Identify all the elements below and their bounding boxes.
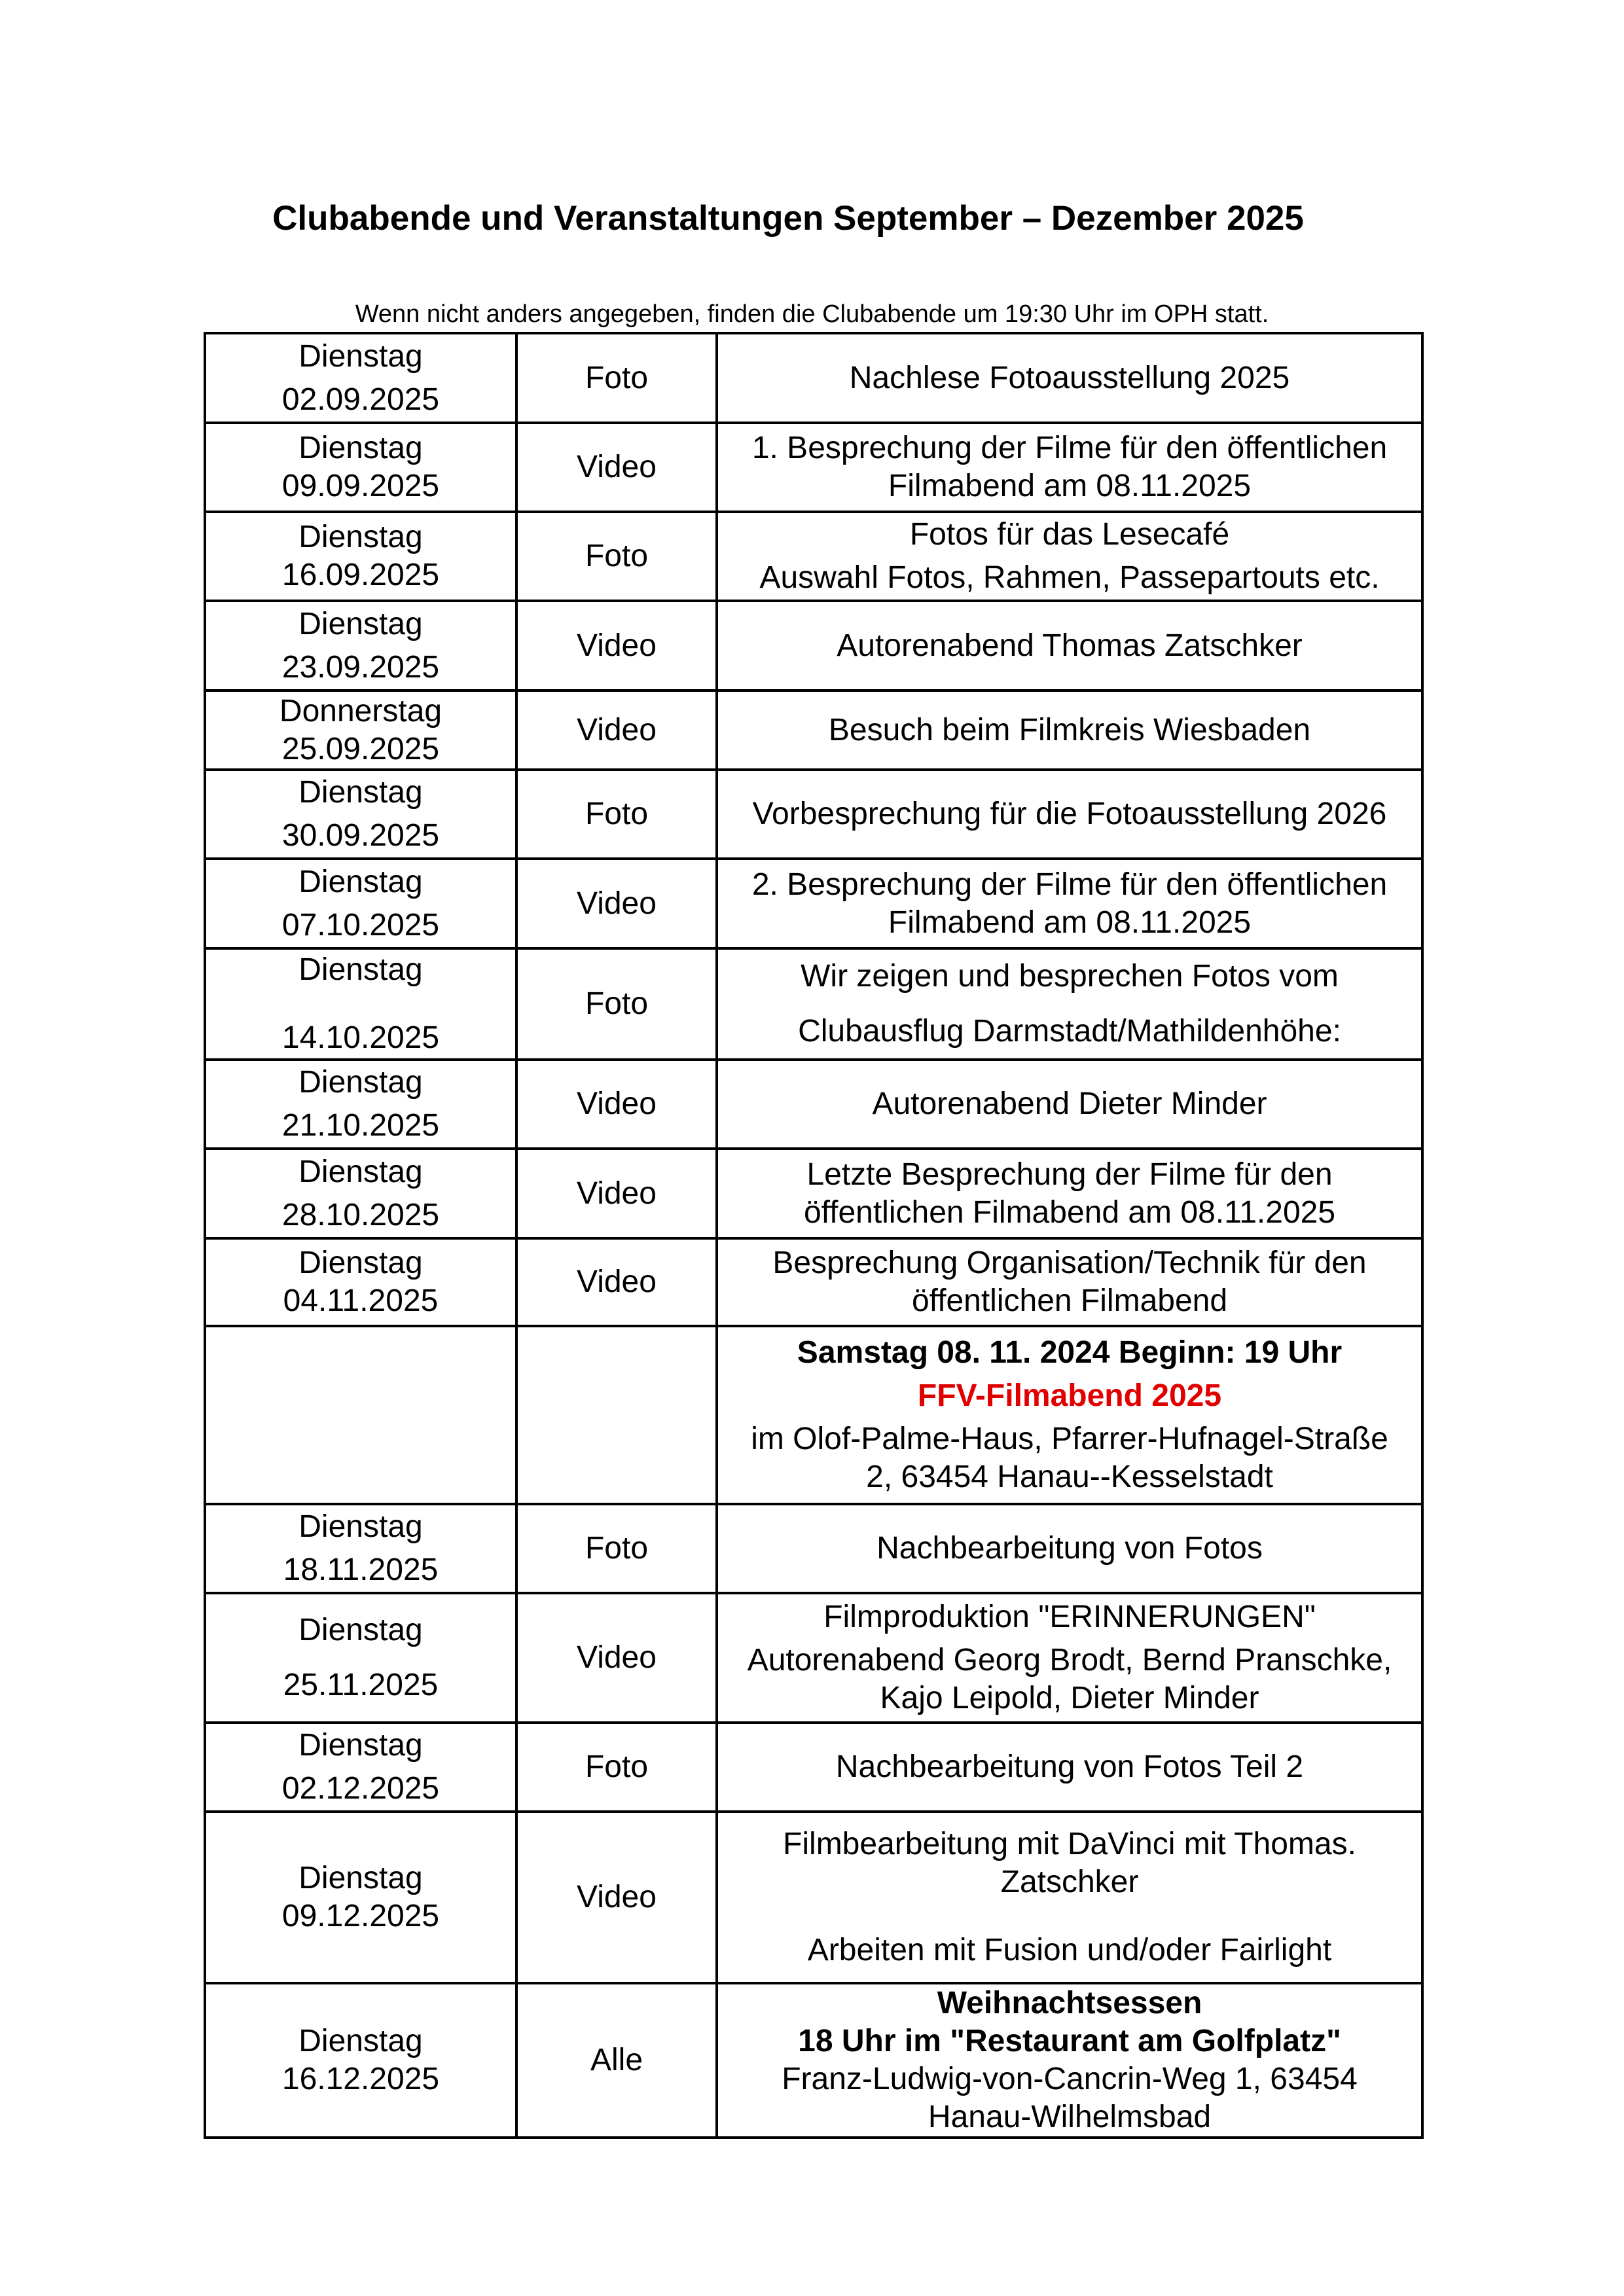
event-category: Video: [577, 1880, 657, 1914]
event-type-cell: [516, 1504, 717, 1593]
event-weekday: Dienstag: [298, 338, 423, 374]
event-date-cell: [205, 1504, 516, 1593]
event-description-line: Nachlese Fotoausstellung 2025: [849, 360, 1290, 395]
event-description-line: Auswahl Fotos, Rahmen, Passepartouts etc.: [759, 560, 1380, 595]
event-date: 25.11.2025: [283, 1668, 439, 1702]
event-type-cell: [516, 1238, 717, 1326]
event-date-cell: [205, 948, 516, 1060]
event-description: [717, 1812, 1422, 1983]
event-date: 14.10.2025: [281, 1020, 440, 1055]
event-description: [717, 1504, 1422, 1593]
event-description-line: Autorenabend Georg Brodt, Bernd Pranschke,: [747, 1643, 1392, 1677]
event-description-line: Autorenabend Dieter Minder: [872, 1086, 1267, 1121]
event-date: 16.12.2025: [281, 2062, 440, 2096]
event-description: [717, 948, 1422, 1060]
event-description-line: Fotos für das Lesecafé: [909, 517, 1230, 552]
event-description-line: Autorenabend Thomas Zatschker: [837, 628, 1303, 663]
event-description: [717, 1723, 1422, 1812]
event-row[interactable]: [205, 691, 1422, 770]
event-description-line: Kajo Leipold, Dieter Minder: [880, 1681, 1259, 1715]
event-row[interactable]: [205, 423, 1422, 512]
event-description: [717, 1593, 1422, 1723]
event-description-line: Filmabend am 08.11.2025: [888, 905, 1252, 940]
event-type-cell: [516, 948, 717, 1060]
event-date-cell: [205, 1723, 516, 1812]
schedule-table: [204, 332, 1424, 2139]
event-row[interactable]: [205, 333, 1422, 423]
event-category: Foto: [585, 1531, 649, 1566]
event-date-cell: [205, 859, 516, 948]
event-row[interactable]: [205, 1504, 1422, 1593]
event-row[interactable]: [205, 1812, 1422, 1983]
event-date: 18.11.2025: [283, 1552, 439, 1587]
event-description-line: Besprechung Organisation/Technik für den: [772, 1246, 1367, 1280]
event-row[interactable]: [205, 1060, 1422, 1149]
event-type-cell: [516, 333, 717, 423]
event-row[interactable]: [205, 1723, 1422, 1812]
event-description: [717, 1983, 1422, 2138]
event-category: Foto: [585, 1749, 649, 1784]
event-weekday: Dienstag: [298, 864, 423, 899]
event-type-cell: [516, 691, 717, 770]
event-weekday: Dienstag: [298, 2024, 423, 2058]
event-description-line: Letzte Besprechung der Filme für den: [806, 1157, 1333, 1192]
event-headline: Samstag 08. 11. 2024 Beginn: 19 Uhr: [797, 1335, 1343, 1370]
event-weekday: Dienstag: [298, 1861, 423, 1895]
event-date: 02.09.2025: [281, 382, 440, 417]
page-title: Clubabende und Veranstaltungen September – Dezember 2025: [272, 199, 1304, 238]
event-date-cell: [205, 1593, 516, 1723]
event-row[interactable]: [205, 1238, 1422, 1326]
event-description: [717, 1238, 1422, 1326]
event-row-filmabend[interactable]: [205, 1326, 1422, 1504]
event-date: 21.10.2025: [281, 1108, 440, 1143]
event-weekday: Dienstag: [298, 952, 423, 987]
event-category: Video: [577, 1265, 657, 1299]
event-date-cell: [205, 691, 516, 770]
event-type-cell: [516, 1812, 717, 1983]
event-type-cell: [516, 512, 717, 601]
event-description: [717, 770, 1422, 859]
event-date-cell: [205, 601, 516, 691]
event-weekday: Dienstag: [298, 1065, 423, 1100]
event-date-cell: [205, 770, 516, 859]
event-description-line: Franz-Ludwig-von-Cancrin-Weg 1, 63454: [782, 2062, 1358, 2096]
event-description: [717, 1326, 1422, 1504]
event-description-line: Clubausflug Darmstadt/Mathildenhöhe:: [798, 1014, 1341, 1049]
event-description: [717, 1149, 1422, 1238]
event-category: Video: [577, 1086, 657, 1121]
event-row[interactable]: [205, 948, 1422, 1060]
event-date: 25.09.2025: [281, 731, 440, 766]
event-description-line: öffentlichen Filmabend: [911, 1283, 1228, 1318]
event-headline: Weihnachtsessen: [937, 1986, 1202, 2020]
event-category: Video: [577, 628, 657, 663]
event-type-cell: [516, 859, 717, 948]
event-type-cell: [516, 601, 717, 691]
event-row-weihnachtsessen[interactable]: [205, 1983, 1422, 2138]
event-date: 07.10.2025: [281, 907, 440, 942]
event-date-cell: [205, 1326, 516, 1504]
event-date: 09.09.2025: [281, 469, 440, 503]
event-type-cell: [516, 1060, 717, 1149]
event-date: 16.09.2025: [281, 558, 440, 592]
event-date: 28.10.2025: [281, 1197, 440, 1232]
event-date-cell: [205, 512, 516, 601]
event-description: [717, 512, 1422, 601]
event-row[interactable]: [205, 770, 1422, 859]
event-description: [717, 691, 1422, 770]
event-weekday: Dienstag: [298, 1728, 423, 1763]
event-row[interactable]: [205, 1149, 1422, 1238]
event-category: Foto: [585, 360, 649, 395]
event-type-cell: [516, 423, 717, 512]
event-weekday: Dienstag: [298, 1154, 423, 1189]
event-weekday: Dienstag: [298, 775, 423, 810]
event-description: [717, 1060, 1422, 1149]
event-weekday: Dienstag: [298, 520, 423, 554]
schedule-note: Wenn nicht anders angegeben, finden die Clubabende um 19:30 Uhr im OPH statt.: [355, 300, 1269, 328]
event-date-cell: [205, 333, 516, 423]
event-description-line: im Olof-Palme-Haus, Pfarrer-Hufnagel-Straße: [751, 1422, 1388, 1456]
event-weekday: Dienstag: [298, 431, 423, 465]
event-type-cell: [516, 1983, 717, 2138]
event-description-line: 2. Besprechung der Filme für den öffentlichen: [751, 867, 1388, 902]
event-date: 23.09.2025: [281, 649, 440, 685]
event-description-line: 2, 63454 Hanau--Kesselstadt: [866, 1460, 1273, 1494]
event-description-line: Nachbearbeitung von Fotos Teil 2: [835, 1749, 1304, 1784]
event-date: 30.09.2025: [281, 818, 440, 853]
event-description: [717, 859, 1422, 948]
event-date-cell: [205, 1149, 516, 1238]
event-category: Alle: [590, 2043, 643, 2077]
event-category: Video: [577, 1640, 657, 1675]
event-description-line: Besuch beim Filmkreis Wiesbaden: [828, 712, 1311, 747]
event-row[interactable]: [205, 859, 1422, 948]
event-category: Video: [577, 886, 657, 921]
event-category: Video: [577, 450, 657, 484]
event-description-line: Zatschker: [1000, 1865, 1139, 1899]
event-date-cell: [205, 1812, 516, 1983]
event-date-cell: [205, 423, 516, 512]
event-description: [717, 333, 1422, 423]
event-description-line: Filmabend am 08.11.2025: [888, 469, 1252, 503]
event-description-line: Hanau-Wilhelmsbad: [928, 2100, 1212, 2134]
event-description-line: Filmproduktion "ERINNERUNGEN": [823, 1600, 1316, 1634]
event-description-line: Arbeiten mit Fusion und/oder Fairlight: [807, 1933, 1332, 1967]
event-description-line: öffentlichen Filmabend am 08.11.2025: [803, 1194, 1336, 1230]
event-date: 04.11.2025: [283, 1283, 439, 1318]
event-category: Video: [577, 712, 657, 747]
event-type-cell: [516, 1593, 717, 1723]
event-weekday: Dienstag: [298, 1246, 423, 1280]
event-date-cell: [205, 1060, 516, 1149]
event-description: [717, 601, 1422, 691]
event-date-cell: [205, 1983, 516, 2138]
event-type-cell: [516, 1149, 717, 1238]
event-category: Foto: [585, 539, 649, 573]
event-description-line: Wir zeigen und besprechen Fotos vom: [801, 959, 1339, 994]
event-description-line: Vorbesprechung für die Fotoausstellung 2026: [752, 797, 1387, 831]
event-weekday: Dienstag: [298, 1613, 423, 1647]
event-description-line: Filmbearbeitung mit DaVinci mit Thomas.: [783, 1827, 1356, 1861]
event-type-cell: [516, 1723, 717, 1812]
event-date: 02.12.2025: [281, 1771, 440, 1806]
event-description: [717, 423, 1422, 512]
event-highlight-title: FFV-Filmabend 2025: [917, 1378, 1222, 1413]
event-description-line: Nachbearbeitung von Fotos: [876, 1531, 1263, 1566]
event-type-cell: [516, 770, 717, 859]
event-row[interactable]: [205, 1593, 1422, 1723]
event-headline: 18 Uhr im "Restaurant am Golfplatz": [798, 2024, 1341, 2058]
event-row[interactable]: [205, 601, 1422, 691]
event-weekday: Donnerstag: [279, 693, 442, 728]
event-description-line: 1. Besprechung der Filme für den öffentlichen: [751, 431, 1388, 465]
event-weekday: Dienstag: [298, 1509, 423, 1544]
event-category: Foto: [585, 797, 649, 831]
event-weekday: Dienstag: [298, 606, 423, 641]
event-category: Foto: [585, 986, 649, 1021]
event-type-cell: [516, 1326, 717, 1504]
event-category: Video: [577, 1175, 657, 1211]
event-date-cell: [205, 1238, 516, 1326]
event-row[interactable]: [205, 512, 1422, 601]
event-date: 09.12.2025: [281, 1899, 440, 1933]
